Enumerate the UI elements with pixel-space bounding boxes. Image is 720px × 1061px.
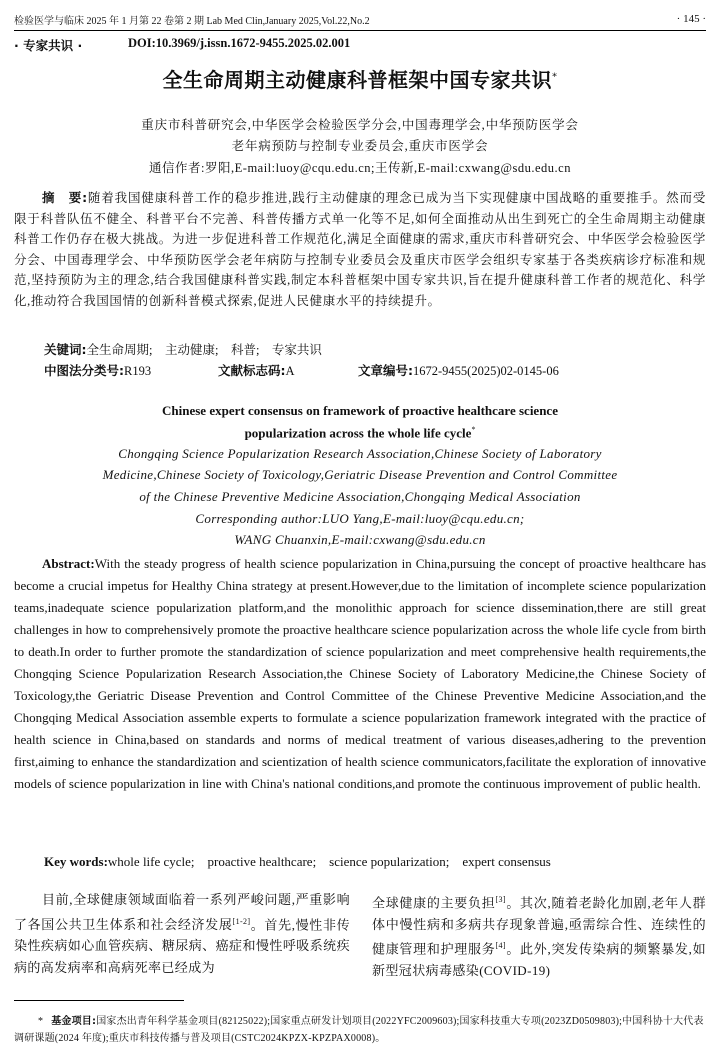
english-corresponding-line-2: WANG Chuanxin,E-mail:cxwang@sdu.edu.cn <box>234 532 486 547</box>
article-number-label: 文章编号: <box>358 363 413 378</box>
english-title-line-2 <box>0 425 720 441</box>
chinese-keywords <box>44 340 322 358</box>
page-number: · 145 · <box>676 13 706 25</box>
article-number <box>358 361 559 379</box>
footnote-divider <box>14 1000 184 1001</box>
english-abstract-text: With the steady progress of health science popularization in China,pursuing the concept of proactive healthcare has become a crucial impetus for Healthy China strategy at present.However,due to the limitation of incomplete science popularization teams,inadequate science popularization platform,and the monolithic approach for science dissemination,there are still great challenges in how to comprehensively promote the proactive healthcare science popularization across the whole life cycle from birth to death.In order to further promote the standardization of science popularization and meet comprehensive health requirements,the Chongqing Science Popularization Research Association,the Chinese Society of Laboratory Medicine,the Chinese Society of Toxicology,the Geriatric Disease Prevention and Control Committee of the Chinese Preventive Medicine Association,and the Chongqing Medical Association assemble experts to formulate a science popularization framework integrated with the practice of health science in China,based on standards and norms of medical treatment of various diseases,adhering to the prevention first,aiming to enhance the standardization and scientization of health science communicators,facilitate the exploration of innovative models of science popularization in line with China's national conditions,and promote the continuous improvement of public health. <box>14 556 706 791</box>
citation-3: [3] <box>495 895 506 904</box>
body-right-text-2: 。其次,随着老龄化加剧,老年人群体中慢性病和多病共存现象普遍,亟需综合性、连续性的健康管理和护理服务 <box>372 895 706 957</box>
chinese-abstract <box>14 188 706 311</box>
chinese-abstract-text: 随着我国健康科普工作的稳步推进,践行主动健康的理念已成为当下实现健康中国战略的重要推手。然而受限于科普队伍不健全、科普平台不完善、科普传播方式单一化等不足,如何全面推动从出生到死亡的全生命周期主动健康科普工作仍存在极大挑战。为进一步促进科普工作规范化,满足全面健康的需求,重庆市科普研究会、中华医学会检验医学分会、中国毒理学会、中华预防医学会老年病防与控制专业委员会及重庆市医学会组织专家基于各类疾病诊疗标准和规范,坚持预防为主的理念,结合我国健康科普实践,制定本科普框架中国专家共识,旨在提升健康科普工作者的规范化、科学化,推动符合我国国情的创新科普模式探索,促进人民健康水平的持续提升。 <box>14 191 706 308</box>
body-column-right <box>372 889 706 982</box>
document-code <box>218 361 358 379</box>
body-left-text-1: 目前,全球健康领域面临着一系列严峻问题,严重影响了各国公共卫生体系和社会经济发展 <box>14 892 350 932</box>
body-column-left <box>14 889 350 978</box>
citation-1-2: [1-2] <box>232 916 251 926</box>
journal-citation: 检验医学与临床 2025 年 1 月第 22 卷第 2 期 Lab Med Clin,January 2025,Vol.22,No.2 <box>14 15 370 27</box>
english-title-line-2-text: popularization across the whole life cycle <box>244 425 472 441</box>
english-title-footnote-mark: * <box>471 425 476 434</box>
english-abstract-label: Abstract: <box>42 556 95 571</box>
english-corresponding-line-1: Corresponding author:LUO Yang,E-mail:luoy@cqu.edu.cn; <box>195 511 525 526</box>
body-right-text-3: 。此外,突发传染病的频繁暴发,如新型冠状病毒感染(COVID-19) <box>372 941 706 979</box>
english-keywords-label: Key words: <box>44 854 108 869</box>
clc-label: 中图法分类号: <box>44 363 124 378</box>
funding-text: 国家杰出青年科学基金项目(82125022);国家重点研发计划项目(2022YFC2009603);国家科技重大专项(2023ZD0509803);中国科协十大代表调研课题(2024 年度);重庆市科技传播与普及项目(CSTC2024KPZX-KPZPAX0008)。 <box>14 1016 704 1044</box>
chinese-keywords-text: 全生命周期; 主动健康; 科普; 专家共识 <box>86 343 322 357</box>
column-label: · 专家共识 · <box>14 38 83 53</box>
english-affiliation-line-2: Medicine,Chinese Society of Toxicology,Geriatric Disease Prevention and Control Committee <box>102 467 618 482</box>
chinese-affiliation-line-1: 重庆市科普研究会,中华医学会检验医学分会,中国毒理学会,中华预防医学会 <box>141 118 579 132</box>
document-code-value: A <box>285 364 295 378</box>
chinese-title <box>0 64 720 93</box>
english-affiliation-line-1: Chongqing Science Popularization Research Association,Chinese Society of Laboratory <box>118 446 602 461</box>
chinese-title-footnote-mark: * <box>552 71 558 83</box>
english-keywords-text: whole life cycle; proactive healthcare; science popularization; expert consensus <box>107 854 551 869</box>
chinese-corresponding-author: 通信作者:罗阳,E-mail:luoy@cqu.edu.cn;王传新,E-mail:cxwang@sdu.edu.cn <box>149 161 571 175</box>
funding-label: 基金项目: <box>51 1016 97 1027</box>
chinese-affiliation-line-2: 老年病预防与控制专业委员会,重庆市医学会 <box>231 139 489 153</box>
footnote-mark: * <box>38 1016 44 1027</box>
funding-footnote <box>14 1013 706 1047</box>
article-number-value: 1672-9455(2025)02-0145-06 <box>413 364 559 378</box>
document-code-label: 文献标志码: <box>218 363 286 378</box>
clc-number <box>44 361 218 379</box>
chinese-title-text: 全生命周期主动健康科普框架中国专家共识 <box>162 68 552 92</box>
english-affiliation-line-3: of the Chinese Preventive Medicine Association,Chongqing Medical Association <box>139 489 581 504</box>
chinese-abstract-label: 摘 要: <box>42 190 88 205</box>
doi: DOI:10.3969/j.issn.1672-9455.2025.02.001 <box>128 36 351 50</box>
body-left-text-2: 。首先,慢性非传染性疾病如心血管疾病、糖尿病、癌症和慢性呼吸系统疾病的高发病率和高病死率已经成为 <box>14 916 350 975</box>
english-keywords <box>44 851 551 870</box>
english-title-line-1: Chinese expert consensus on framework of proactive healthcare science <box>162 403 558 418</box>
body-right-text-1: 全球健康的主要负担 <box>372 895 496 911</box>
english-abstract <box>14 553 706 795</box>
citation-4: [4] <box>495 941 506 951</box>
clc-value: R193 <box>124 364 152 378</box>
classification-line <box>44 361 684 379</box>
chinese-keywords-label: 关键词: <box>44 342 87 357</box>
running-header <box>14 10 706 31</box>
